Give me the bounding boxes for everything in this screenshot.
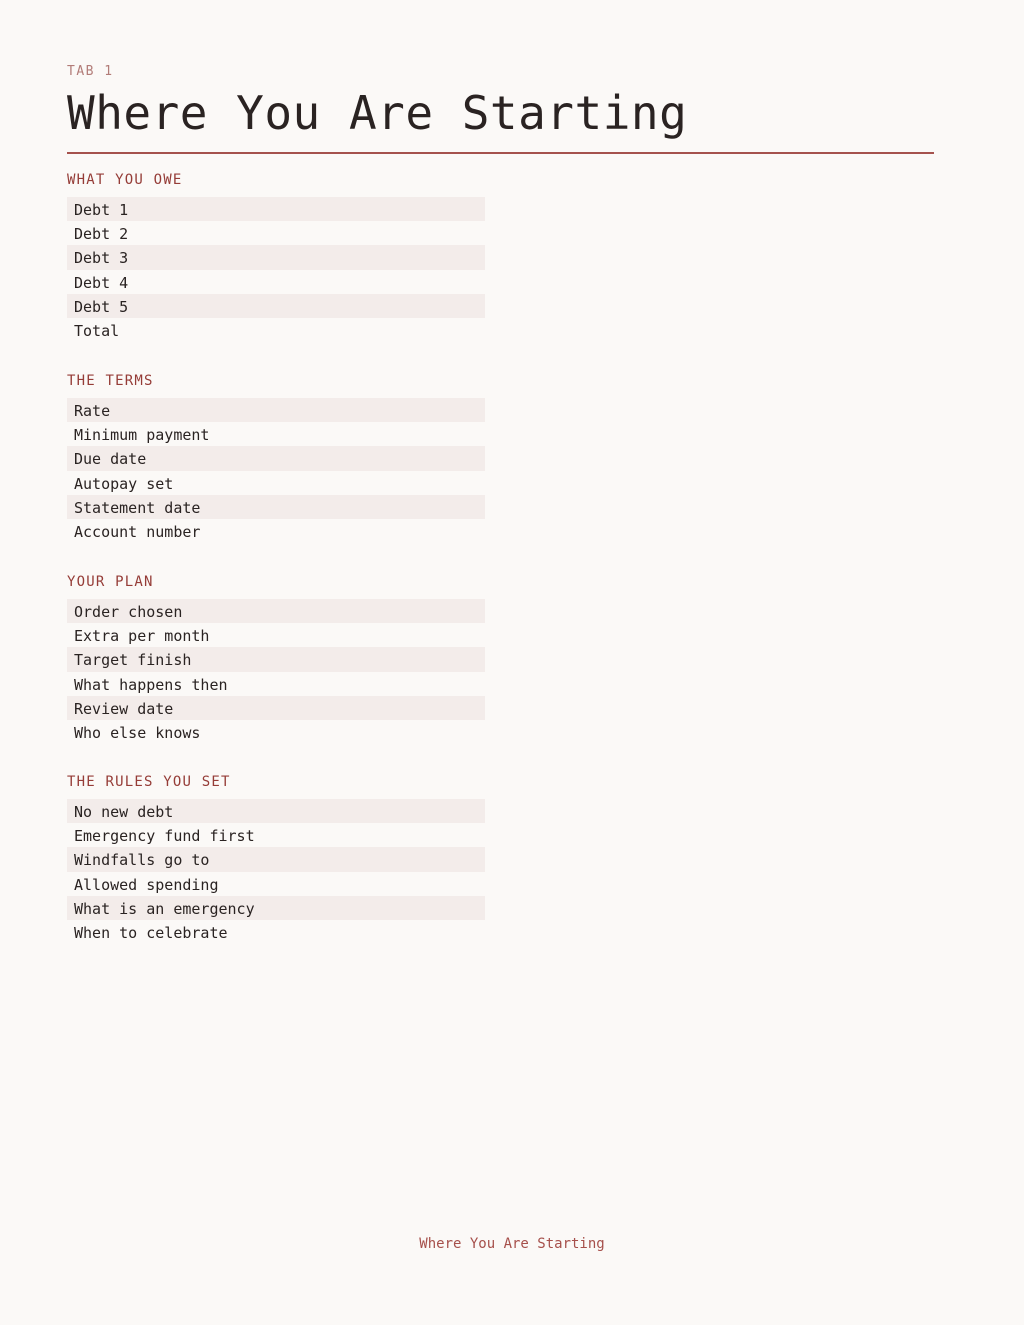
worksheet-row[interactable]: Extra per month (74, 627, 210, 646)
worksheet-row[interactable]: Allowed spending (74, 875, 219, 894)
section-heading: YOUR PLAN (67, 574, 154, 590)
worksheet-row[interactable]: Debt 2 (74, 225, 129, 244)
worksheet-row[interactable]: Total (74, 321, 120, 340)
worksheet-row[interactable]: Order chosen (67, 599, 485, 623)
worksheet-row[interactable]: Autopay set (74, 474, 174, 493)
section-heading: THE RULES YOU SET (67, 774, 231, 790)
worksheet-row[interactable]: What happens then (74, 675, 228, 694)
title-divider (67, 152, 934, 154)
worksheet-row[interactable]: Statement date (67, 495, 485, 519)
section-what-you-owe (67, 170, 485, 342)
page-title: Where You Are Starting (67, 86, 688, 140)
worksheet-row[interactable]: No new debt (67, 799, 485, 823)
worksheet-row[interactable]: What is an emergency (67, 896, 485, 920)
section-heading: WHAT YOU OWE (67, 172, 183, 188)
worksheet-row[interactable]: Emergency fund first (74, 827, 255, 846)
section-heading: THE TERMS (67, 373, 154, 389)
worksheet-row[interactable]: Debt 1 (67, 197, 485, 221)
worksheet-row[interactable]: Who else knows (74, 723, 201, 742)
worksheet-row[interactable]: Target finish (67, 647, 485, 671)
tab-label: TAB 1 (67, 64, 114, 79)
page-footer: Where You Are Starting (419, 1236, 605, 1252)
worksheet-row[interactable]: Debt 5 (67, 294, 485, 318)
worksheet-row[interactable]: Review date (67, 696, 485, 720)
section-the-rules-you-set (67, 772, 485, 944)
worksheet-row[interactable]: Windfalls go to (67, 847, 485, 871)
worksheet-row[interactable]: Minimum payment (74, 426, 210, 445)
worksheet-row[interactable]: When to celebrate (74, 923, 228, 942)
section-the-terms (67, 371, 485, 543)
worksheet-row[interactable]: Due date (67, 446, 485, 470)
section-your-plan (67, 572, 485, 744)
worksheet-row[interactable]: Debt 4 (74, 273, 129, 292)
worksheet-row[interactable]: Account number (74, 522, 201, 541)
worksheet-row[interactable]: Rate (67, 398, 485, 422)
worksheet-row[interactable]: Debt 3 (67, 245, 485, 269)
